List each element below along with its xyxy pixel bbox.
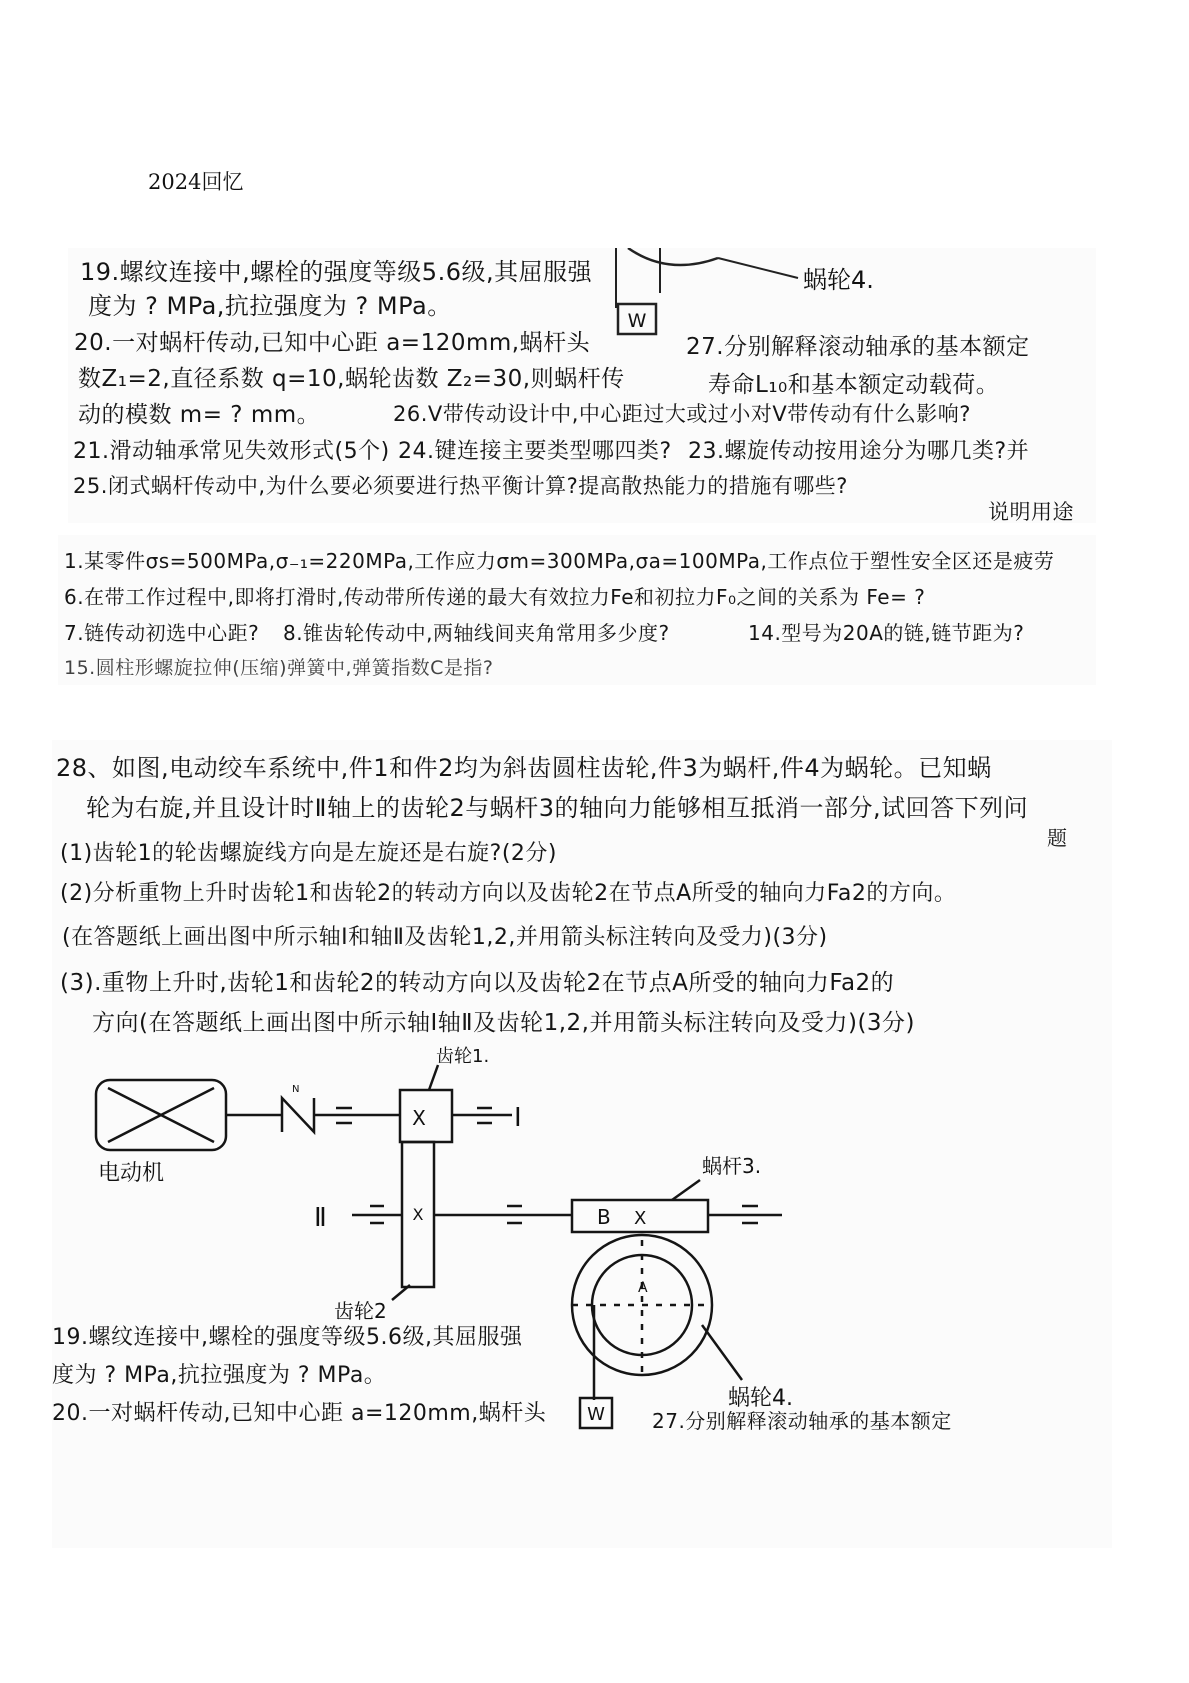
worm-label: 蜗杆3. [702,1154,762,1178]
weight-label: W [627,310,647,332]
question-28-part-2: (2)分析重物上升时齿轮1和齿轮2的转动方向以及齿轮2在节点A所受的轴向力Fa2的方向。 [60,881,957,906]
repeat-question-20-line-1: 20.一对蜗杆传动,已知中心距 a=120mm,蜗杆头 [52,1401,547,1426]
scan-fragment-questions-19-27 [68,248,1096,523]
question-28-part-3-line-1: (3).重物上升时,齿轮1和齿轮2的转动方向以及齿轮2在节点A所受的轴向力Fa2的 [60,970,895,996]
question-20-line-3: 动的模数 m= ? mm。 [78,402,321,428]
question-20-line-2: 数Z₁=2,直径系数 q=10,蜗轮齿数 Z₂=30,则蜗杆传 [78,366,625,392]
scan-fragment-questions-1-15 [58,535,1096,685]
question-23: 23.螺旋传动按用途分为哪几类?并 [688,439,1030,464]
point-a-label: A [638,1280,648,1296]
question-25: 25.闭式蜗杆传动中,为什么要必须要进行热平衡计算?提高散热能力的措施有哪些? [73,474,848,498]
question-24: 24.键连接主要类型哪四类? [398,439,672,464]
question-28-part-1: (1)齿轮1的轮齿螺旋线方向是左旋还是右旋?(2分) [60,841,558,866]
question-28-part-3-line-2: 方向(在答题纸上画出图中所示轴Ⅰ轴Ⅱ及齿轮1,2,并用箭头标注转向及受力)(3分) [92,1010,916,1036]
question-28-part-2-note: (在答题纸上画出图中所示轴Ⅰ和轴Ⅱ及齿轮1,2,并用箭头标注转向及受力)(3分) [62,925,828,950]
question-20-line-1: 20.一对蜗杆传动,已知中心距 a=120mm,蜗杆头 [74,330,591,356]
question-6: 6.在带工作过程中,即将打滑时,传动带所传递的最大有效拉力Fe和初拉力F₀之间的关系为 Fe= ? [64,585,926,609]
point-b-label: B [597,1205,611,1229]
worm-wheel-label: 蜗轮4. [728,1386,793,1411]
repeat-question-27-line-1: 27.分别解释滚动轴承的基本额定 [652,1409,952,1433]
worm-cross: X [634,1208,647,1229]
question-1: 1.某零件σs=500MPa,σ₋₁=220MPa,工作应力σm=300MPa,σa=100MPa,工作点位于塑性安全区还是疲劳 [64,549,1055,573]
repeat-question-19-line-1: 19.螺纹连接中,螺栓的强度等级5.6级,其屈服强 [52,1325,523,1350]
question-26: 26.V带传动设计中,中心距过大或过小对V带传动有什么影响? [393,402,971,426]
coupling [282,1098,314,1132]
coupling-label: N [292,1084,300,1095]
question-28-line-1: 28、如图,电动绞车系统中,件1和件2均为斜齿圆柱齿轮,件3为蜗杆,件4为蜗轮。已知蜗 [56,754,992,782]
gear-2-cross: X [412,1205,424,1224]
question-28-line-3: 题 [1047,826,1068,850]
motor-label: 电动机 [98,1161,165,1186]
question-14: 14.型号为20A的链,链节距为? [748,621,1025,645]
question-15: 15.圆柱形螺旋拉伸(压缩)弹簧中,弹簧指数C是指? [64,657,494,679]
question-21: 21.滑动轴承常见失效形式(5个) [73,439,390,464]
question-19-line-2: 度为 ? MPa,抗拉强度为 ? MPa。 [88,292,452,320]
question-23-continuation: 说明用途 [988,500,1074,523]
question-28-line-2: 轮为右旋,并且设计时Ⅱ轴上的齿轮2与蜗杆3的轴向力能够相互抵消一部分,试回答下列问 [86,794,1029,822]
question-27-line-1: 27.分别解释滚动轴承的基本额定 [686,334,1030,360]
scan-fragment-question-28 [52,740,1112,1548]
question-27-line-2: 寿命L₁₀和基本额定动载荷。 [708,372,1000,398]
repeat-question-19-line-2: 度为 ? MPa,抗拉强度为 ? MPa。 [52,1363,387,1388]
gear-1 [400,1090,452,1142]
page-title: 2024回忆 [148,170,244,194]
weight-label: W [587,1404,605,1425]
shaft-1-label: Ⅰ [514,1103,522,1133]
gear-2-label: 齿轮2 [334,1299,387,1323]
question-8: 8.锥齿轮传动中,两轴线间夹角常用多少度? [283,621,670,645]
question-19-line-1: 19.螺纹连接中,螺栓的强度等级5.6级,其屈服强 [80,258,593,286]
question-7: 7.链传动初选中心距? [64,621,260,645]
shaft-2-label: Ⅱ [314,1203,327,1233]
worm-wheel-label: 蜗轮4. [803,266,874,294]
gear-1-label: 齿轮1. [436,1046,490,1067]
gear-1-cross: X [412,1106,426,1130]
